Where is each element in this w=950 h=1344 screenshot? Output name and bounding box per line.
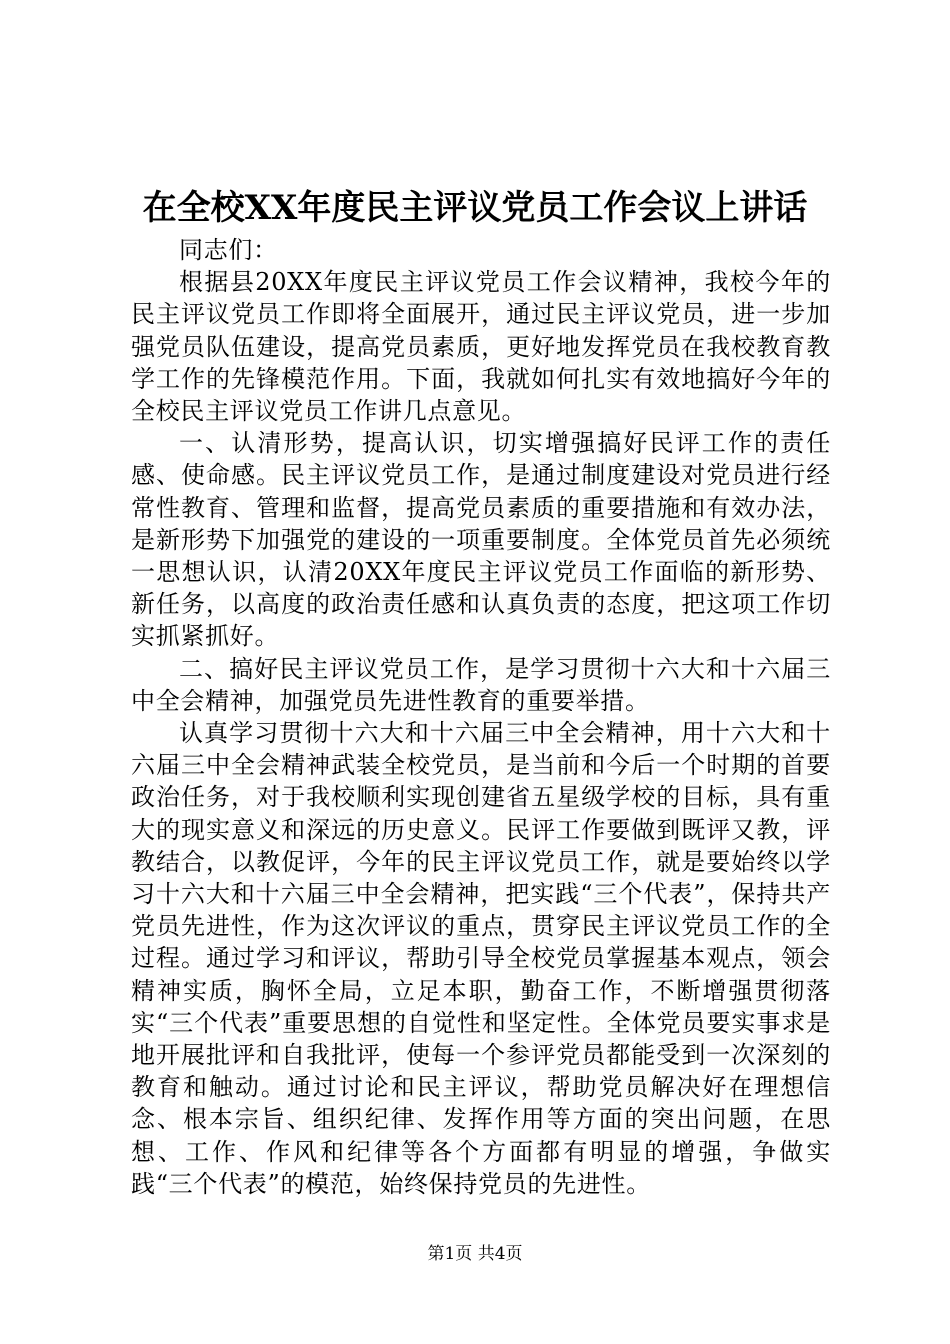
page-number-footer: 第1页 共4页 (427, 1244, 523, 1264)
salutation: 同志们： (179, 236, 278, 264)
paragraph-intro: 根据县20XX年度民主评议党员工作会议精神，我校今年的民主评议党员工作即将全面展开，通过民主评议党员，进一步加强党员队伍建设，提高党员素质，更好地发挥党员在我校教育教学工作的先锋模范作用。下面，我就如何扎实有效地搞好今年的全校民主评议党员工作讲几点意见。 (131, 268, 831, 426)
paragraph-point-two: 二、搞好民主评议党员工作，是学习贯彻十六大和十六届三中全会精神，加强党员先进性教育的重要举措。 (131, 654, 831, 715)
paragraph-study: 认真学习贯彻十六大和十六届三中全会精神，用十六大和十六届三中全会精神武装全校党员，是当前和今后一个时期的首要政治任务，对于我校顺利实现创建省五星级学校的目标，具有重大的现实意义和深远的历史意义。民评工作要做到既评又教，评教结合，以教促评，今年的民主评议党员工作，就是要始终以学习十六大和十六届三中全会精神，把实践“三个代表”，保持共产党员先进性，作为这次评议的重点，贯穿民主评议党员工作的全过程。通过学习和评议，帮助引导全校党员掌握基本观点，领会精神实质，胸怀全局，立足本职，勤奋工作，不断增强贯彻落实“三个代表”重要思想的自觉性和坚定性。全体党员要实事求是地开展批评和自我批评，使每一个参评党员都能受到一次深刻的教育和触动。通过讨论和民主评议，帮助党员解决好在理想信念、根本宗旨、组织纪律、发挥作用等方面的突出问题，在思想、工作、作风和纪律等各个方面都有明显的增强，争做实践“三个代表”的模范，始终保持党员的先进性。 (131, 719, 831, 1198)
document-body (131, 234, 831, 1200)
document-title: 在全校XX年度民主评议党员工作会议上讲话 (142, 188, 808, 228)
paragraph-point-one: 一、认清形势，提高认识，切实增强搞好民评工作的责任感、使命感。民主评议党员工作，是通过制度建设对党员进行经常性教育、管理和监督，提高党员素质的重要措施和有效办法，是新形势下加强党的建设的一项重要制度。全体党员首先必须统一思想认识，认清20XX年度民主评议党员工作面临的新形势、新任务，以高度的政治责任感和认真负责的态度，把这项工作切实抓紧抓好。 (131, 429, 831, 651)
